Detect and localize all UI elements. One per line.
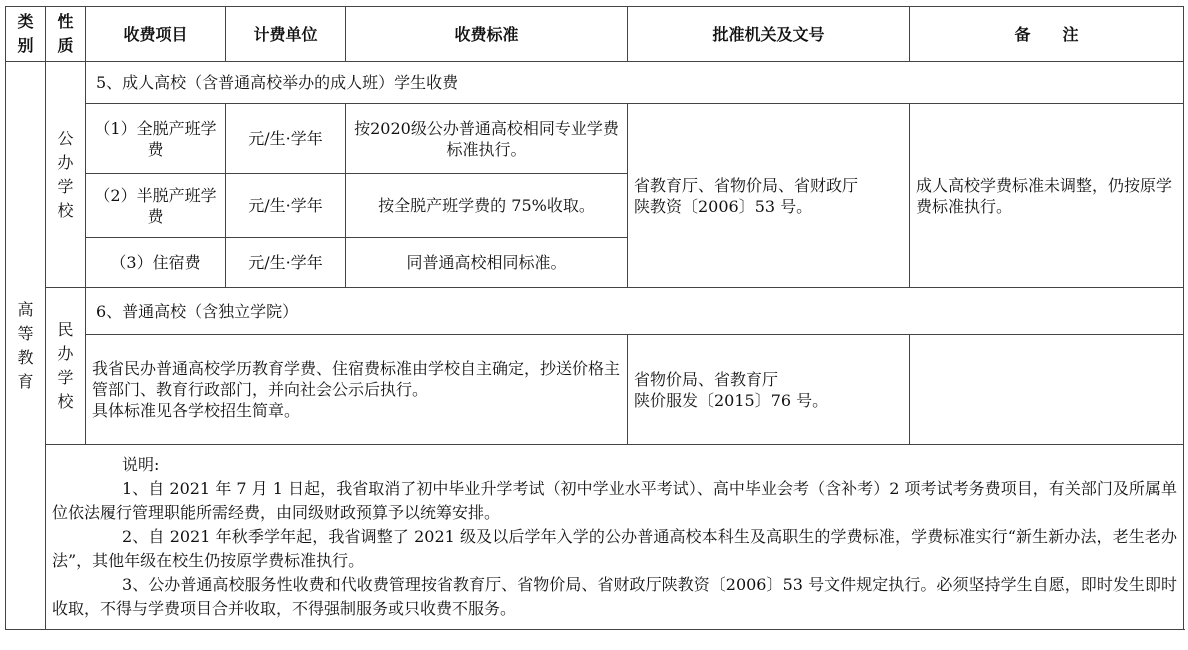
header-approval: 批准机关及文号 — [628, 7, 910, 62]
header-standard: 收费标准 — [346, 7, 628, 62]
public-approval-cell — [628, 104, 910, 288]
note-item: 1、自 2021 年 7 月 1 日起，我省取消了初中毕业升学考试（初中学业水平考试）、高中毕业会考（含补考）2 项考试考务费项目，有关部门及所属单位依法履行管理职能所需经费，由同级财政预算予以统筹安排。 — [52, 479, 1177, 522]
public-section-title: 5、成人高校（含普通高校举办的成人班）学生收费 — [86, 62, 1184, 104]
notes-cell — [46, 445, 1184, 630]
header-unit: 计费单位 — [226, 7, 346, 62]
note-item: 3、公办普通高校服务性收费和代收费管理按省教育厅、省物价局、省财政厅陕教资〔2006〕53 号文件规定执行。必须坚持学生自愿，即时发生即时收取，不得与学费项目合并收取，不得强制服务或只收费不服务。 — [52, 575, 1177, 618]
fee-unit: 元/生·学年 — [226, 238, 346, 288]
private-section-row — [6, 288, 1184, 335]
table-row — [6, 104, 1184, 174]
private-description-cell — [86, 335, 628, 445]
public-approval-line2: 陕教资〔2006〕53 号。 — [634, 196, 813, 216]
header-item: 收费项目 — [86, 7, 226, 62]
header-row — [6, 7, 1184, 62]
notes-title: 说明: — [122, 455, 160, 474]
fee-item: （1）全脱产班学费 — [86, 104, 226, 174]
public-remarks-cell: 成人高校学费标准未调整，仍按原学费标准执行。 — [910, 104, 1184, 288]
private-approval-cell — [628, 335, 910, 445]
fee-table — [5, 6, 1184, 630]
public-approval-line1: 省教育厅、省物价局、省财政厅 — [634, 175, 859, 195]
private-section-title: 6、普通高校（含独立学院） — [86, 288, 1184, 335]
category-cell: 高 等 教 育 — [6, 62, 46, 630]
public-nature-cell: 公 办 学 校 — [46, 62, 86, 288]
fee-item: （2）半脱产班学费 — [86, 174, 226, 238]
header-remarks: 备 注 — [910, 7, 1184, 62]
private-description-line1: 我省民办普通高校学历教育学费、住宿费标准由学校自主确定，抄送价格主管部门、教育行政部门，并向社会公示后执行。 — [92, 359, 621, 399]
fee-standard: 同普通高校相同标准。 — [346, 238, 628, 288]
header-category: 类 别 — [6, 7, 46, 62]
private-description-line2: 具体标准见各学校招生简章。 — [92, 401, 301, 420]
private-remarks-cell — [910, 335, 1184, 445]
fee-unit: 元/生·学年 — [226, 174, 346, 238]
fee-standard: 按2020级公办普通高校相同专业学费标准执行。 — [346, 104, 628, 174]
table-row — [6, 335, 1184, 445]
fee-unit: 元/生·学年 — [226, 104, 346, 174]
header-nature: 性 质 — [46, 7, 86, 62]
notes-row — [6, 445, 1184, 630]
private-approval-line2: 陕价服发〔2015〕76 号。 — [634, 390, 829, 410]
note-item: 2、自 2021 年秋季学年起，我省调整了 2021 级及以后学年入学的公办普通高校本科生及高职生的学费标准，学费标准实行“新生新办法，老生老办法”，其他年级在校生仍按原学费标准执行。 — [52, 527, 1177, 570]
fee-item: （3）住宿费 — [86, 238, 226, 288]
fee-standard: 按全脱产班学费的 75%收取。 — [346, 174, 628, 238]
private-approval-line1: 省物价局、省教育厅 — [634, 369, 779, 389]
public-section-row — [6, 62, 1184, 104]
private-nature-cell: 民 办 学 校 — [46, 288, 86, 445]
